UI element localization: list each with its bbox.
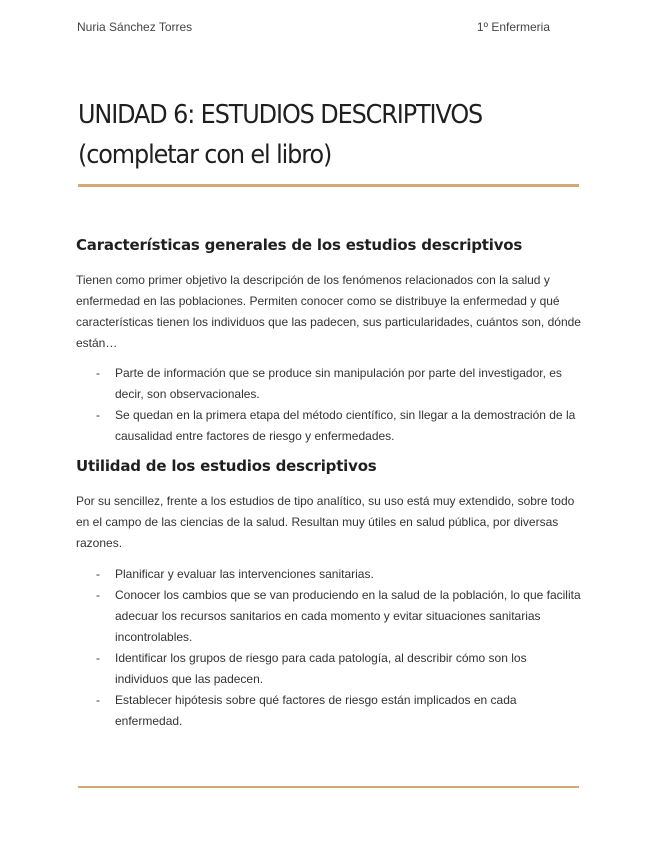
bullet-dash: - <box>96 408 100 422</box>
list-item <box>76 690 581 732</box>
list-item <box>76 363 581 405</box>
title-divider <box>78 184 579 187</box>
section-paragraph: Tienen como primer objetivo la descripción de los fenómenos relacionados con la salud y enfermedad en las poblaciones. Permiten conocer como se distribuye la enfermedad y qué características tienen los individuos que las padecen, sus particularidades, cuántos son, dónde están… <box>76 273 581 350</box>
list-item-text: Identificar los grupos de riesgo para cada patología, al describir cómo son los individuos que las padecen. <box>115 651 527 686</box>
list-item <box>76 648 581 690</box>
list-item-text: Establecer hipótesis sobre qué factores de riesgo están implicados en cada enfermedad. <box>115 693 517 728</box>
list-item-text: Planificar y evaluar las intervenciones sanitarias. <box>115 567 374 581</box>
bullet-dash: - <box>96 693 100 707</box>
author-name: Nuria Sánchez Torres <box>77 20 193 34</box>
list-item <box>76 564 581 585</box>
section-heading: Características generales de los estudios descriptivos <box>76 236 523 254</box>
list-item-text: Se quedan en la primera etapa del método científico, sin llegar a la demostración de la causalidad entre factores de riesgo y enfermedades. <box>115 408 576 443</box>
section-paragraph: Por su sencillez, frente a los estudios de tipo analítico, su uso está muy extendido, sobre todo en el campo de las ciencias de la salud. Resultan muy útiles en salud pública, por diversas razones. <box>76 494 575 550</box>
list-item <box>76 585 581 648</box>
bullet-dash: - <box>96 366 100 380</box>
bullet-dash: - <box>96 651 100 665</box>
page-title: UNIDAD 6: ESTUDIOS DESCRIPTIVOS (completar con el libro) <box>78 100 483 170</box>
bullet-dash: - <box>96 567 100 581</box>
section-heading: Utilidad de los estudios descriptivos <box>76 457 377 475</box>
list-item-text: Parte de información que se produce sin manipulación por parte del investigador, es decir, son observacionales. <box>115 366 562 401</box>
bullet-dash: - <box>96 588 100 602</box>
page-header <box>77 20 550 34</box>
document-body <box>76 230 581 732</box>
footer-divider <box>78 786 579 788</box>
list-item-text: Conocer los cambios que se van produciendo en la salud de la población, lo que facilita adecuar los recursos sanitarios en cada momento y evitar situaciones sanitarias incontrolables. <box>115 588 581 644</box>
bullet-list <box>76 363 581 447</box>
list-item <box>76 405 581 447</box>
bullet-list <box>76 564 581 732</box>
course-label: 1º Enfermeria <box>476 20 550 34</box>
